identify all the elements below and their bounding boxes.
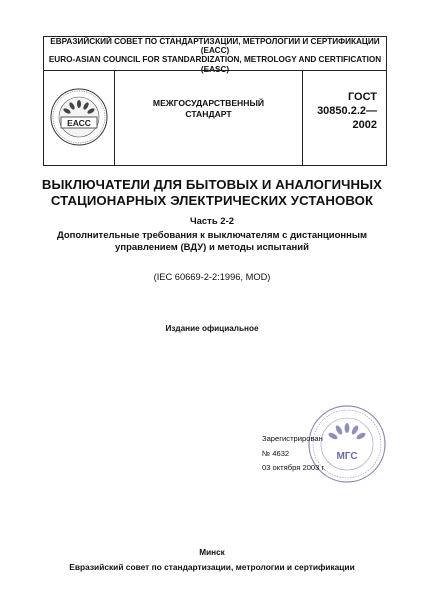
edition-label: Издание официальное [165, 324, 259, 333]
registration-number: № 4632 [262, 449, 290, 458]
footer-organization: Евразийский совет по стандартизации, метрологии и сертификации [69, 562, 355, 572]
mgs-stamp-icon [307, 404, 387, 484]
subtitle-line1: Дополнительные требования к выключателям с дистанционным [56, 230, 368, 241]
council-abbr-en: (EASC) [200, 64, 230, 74]
standard-type-cell [115, 71, 303, 165]
council-name-block [44, 37, 386, 74]
council-name-en: EURO-ASIAN COUNCIL FOR STANDARDIZATION, METROLOGY AND CERTIFICATION [48, 55, 382, 65]
council-name-ru: ЕВРАЗИЙСКИЙ СОВЕТ ПО СТАНДАРТИЗАЦИИ, МЕТРОЛОГИИ И СЕРТИФИКАЦИИ [50, 37, 380, 46]
gost-label: ГОСТ [347, 91, 377, 103]
part-label: Часть 2-2 [189, 216, 235, 227]
registration-label: Зарегистрирован [262, 434, 323, 443]
standard-type-line1: МЕЖГОСУДАРСТВЕННЫЙ [152, 98, 265, 108]
subtitle-line2: управлением (ВДУ) и методы испытаний [115, 242, 309, 253]
gost-year: 2002 [352, 119, 377, 131]
logo-cell [44, 71, 115, 165]
title-line1: ВЫКЛЮЧАТЕЛИ ДЛЯ БЫТОВЫХ И АНАЛОГИЧНЫХ [41, 177, 383, 192]
iec-reference: (IEC 60669-2-2:1996, MOD) [153, 272, 271, 282]
council-abbr-ru: (ЕАСС) [200, 46, 230, 56]
gost-number-cell [303, 71, 387, 165]
header-table [43, 36, 387, 166]
footer-city: Минск [199, 548, 225, 557]
registration-date: 03 октября 2003 г. [262, 463, 326, 472]
standard-type-line2: СТАНДАРТ [185, 109, 232, 119]
document-subtitle [30, 230, 394, 254]
easc-logo-icon [49, 87, 109, 147]
title-line2: СТАЦИОНАРНЫХ ЭЛЕКТРИЧЕСКИХ УСТАНОВОК [50, 193, 374, 208]
stamp-text: МГС [336, 451, 358, 462]
gost-number: 30850.2.2— [317, 105, 377, 117]
logo-text: ЕАСС [67, 118, 91, 128]
document-title [30, 177, 394, 209]
